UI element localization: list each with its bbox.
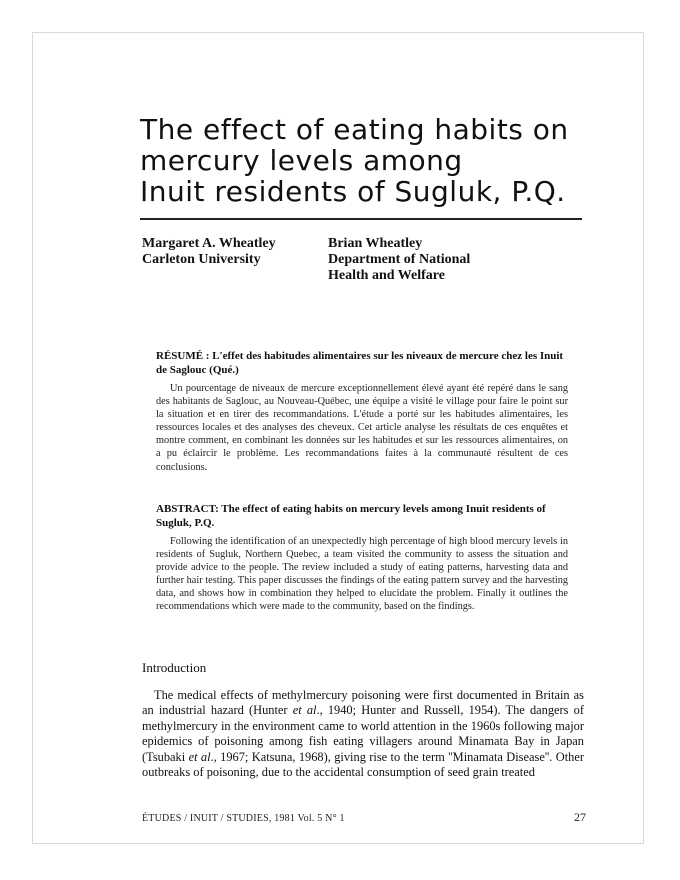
introduction-paragraph: [142, 688, 584, 780]
author-block-2: [328, 236, 470, 284]
title-line-3: Inuit residents of Sugluk, P.Q.: [140, 175, 566, 208]
title-line-1: The effect of eating habits on: [140, 113, 569, 146]
author-name: Brian Wheatley: [328, 236, 423, 251]
intro-text-2: ., 1940; Hunter and Russell, 1954). The dangers of methylmercury in the environment came to world attention in the 1960s following major epidemics of poisoning among fish eating villagers around Minamata Bay in Japan (Tsubaki: [142, 703, 584, 764]
resume-body: Un pourcentage de niveaux de mercure exceptionnellement élevé ayant été repéré dans le sang des habitants de Saglouc, au Nouveau-Québec, une équipe a visité le village pour faire le point sur la situation et en tirer des recommandations. L'étude a porté sur les habitudes alimentaires, les ressources locales et des analyses des cheveux. Cet article analyse les résultats de ces enquêtes et montre comment, en combinant les données sur les habitudes et sur les ressources alimentaires, on a pu éclaircir le problème. Les recommandations faites à la communauté résultent de ces conclusions.: [156, 383, 568, 473]
author-block-1: [142, 236, 276, 268]
introduction-heading: Introduction: [142, 660, 207, 675]
page-number: 27: [574, 810, 586, 824]
abstract-heading: ABSTRACT: The effect of eating habits on mercury levels among Inuit residents of Sugluk, P.Q.: [156, 503, 546, 529]
title-rule: [140, 218, 582, 220]
author-affiliation-line-2: Health and Welfare: [328, 268, 445, 283]
paper-title: [140, 114, 610, 207]
intro-text-3: ., 1967; Katsuna, 1968), giving rise to the term ''Minamata Disease''. Other outbreaks of poisoning, due to the accidental consumption of seed grain treated: [142, 749, 584, 780]
intro-etal-2: et al: [188, 749, 211, 764]
intro-etal-1: et al: [292, 703, 317, 718]
resume-heading: RÉSUMÉ : L'effet des habitudes alimentaires sur les niveaux de mercure chez les Inuit de Saglouc (Qué.): [156, 350, 564, 376]
abstract-body: Following the identification of an unexpectedly high percentage of high blood mercury levels in residents of Sugluk, Northern Quebec, a team visited the community to assess the situation and provide advice to the people. The review included a study of eating patterns, harvesting data and further hair testing. This paper discusses the findings of the eating pattern survey and the harvesting data, and shows how in combination they helped to elucidate the problem. Finally it outlines the recommendations which were made to the community, based on the findings.: [156, 536, 568, 613]
title-line-2: mercury levels among: [140, 144, 463, 177]
author-affiliation-line-1: Department of National: [328, 252, 471, 267]
abstract-section: [156, 503, 568, 614]
author-name: Margaret A. Wheatley: [142, 236, 276, 251]
intro-text-1: The medical effects of methylmercury poisoning were first documented in Britain as an industrial hazard (Hunter: [142, 688, 584, 718]
resume-section: [156, 350, 568, 474]
author-affiliation: Carleton University: [142, 252, 261, 267]
journal-footer: ÉTUDES / INUIT / STUDIES, 1981 Vol. 5 N° 1: [142, 813, 345, 824]
